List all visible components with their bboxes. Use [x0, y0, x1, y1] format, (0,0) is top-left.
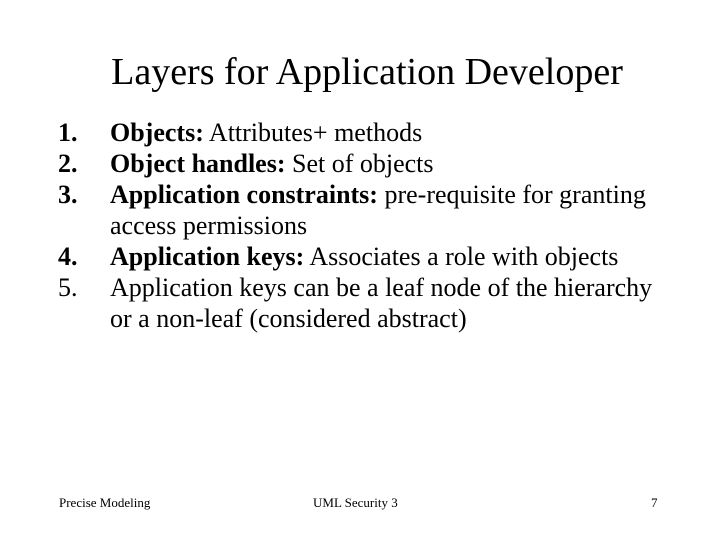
- item-number: 2.: [58, 149, 78, 178]
- item-term: Application constraints:: [110, 180, 378, 209]
- list-item: [0, 117, 670, 148]
- item-text: Set of objects: [285, 149, 434, 178]
- list-item: [0, 148, 670, 179]
- footer-left-text: Precise Modeling: [59, 495, 151, 510]
- item-term: Objects:: [110, 118, 204, 147]
- item-number: 4.: [58, 242, 78, 271]
- item-number: 3.: [58, 180, 78, 209]
- item-text: Associates a role with objects: [304, 242, 619, 271]
- item-number: 5.: [58, 273, 78, 302]
- slide-title: Layers for Application Developer: [111, 51, 623, 93]
- footer-center-text: UML Security 3: [313, 495, 398, 510]
- page-number: 7: [651, 495, 658, 510]
- item-term: Application keys:: [110, 242, 305, 271]
- list-item: [0, 179, 670, 241]
- bullet-list: [0, 117, 720, 334]
- item-text: Application keys can be a leaf node of the hierarchy or a non-leaf (considered abstract): [110, 273, 653, 333]
- item-number: 1.: [58, 118, 78, 147]
- item-text: Attributes+ methods: [203, 118, 423, 147]
- item-text: pre-requisite for granting access permissions: [110, 180, 646, 240]
- item-term: Object handles:: [110, 149, 286, 178]
- list-item: [0, 241, 670, 272]
- list-item: [0, 272, 670, 334]
